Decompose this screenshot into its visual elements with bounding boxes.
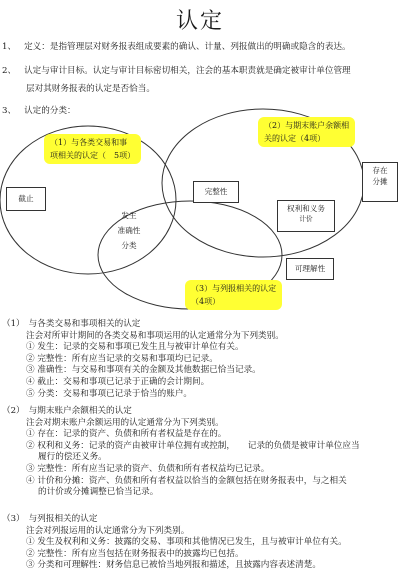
label-line: 发生 [121, 211, 137, 220]
section-lead: 注会对所审计期间的各类交易和事项运用的认定通常分为下列类别。 [26, 330, 284, 341]
label-line: 项相关的认定（ 5项） [50, 151, 136, 160]
box-line: 存在 [372, 166, 388, 175]
intro-text: 定义：是指管理层对财务报表组成要素的确认、计量、列报做出的明确或隐含的表达。 [24, 42, 351, 52]
assertion-item: ③ 准确性：与交易和事项有关的金额及其他数据已恰当记录。 [26, 365, 261, 376]
assertion-item: 的计价或分摊调整已恰当记录。 [38, 487, 159, 498]
section-number: （2） [2, 406, 25, 416]
label-line: 准确性 [117, 226, 141, 235]
label-line: 关的认定（4项） [264, 134, 326, 143]
section-number: （3） [2, 514, 25, 524]
section-heading-row [2, 406, 360, 418]
page-title: 认定 [175, 9, 224, 34]
label-line: （3）与列报相关的认定 [191, 284, 277, 293]
presentation-assertion-label [185, 280, 282, 310]
box-line: 计价 [299, 215, 313, 223]
assertion-item: ③ 完整性：所有应当记录的资产、负债和所有者权益均已记录。 [26, 463, 270, 474]
label-line: 分类 [121, 241, 137, 250]
cutoff-box: 截止 [6, 187, 46, 211]
intro-text: 认定的分类： [24, 106, 76, 116]
assertion-item: ④ 截止：交易和事项已记录于正确的会计期间。 [26, 376, 210, 387]
section-heading: 与期末账户余额相关的认定 [28, 406, 132, 416]
intro-number: 2、 [2, 66, 17, 76]
assertion-item: ① 发生及权利和义务：披露的交易、事项和其他情况已发生，且与被审计单位有关。 [26, 537, 347, 548]
section-balances [2, 406, 360, 499]
assertion-item: ③ 分类和可理解性：财务信息已被恰当地列报和描述，且披露内容表述清楚。 [26, 560, 321, 571]
assertion-item: ② 完整性：所有应当记录的交易和事项均已记录。 [26, 353, 218, 364]
intro-continuation: 层对其财务报表的认定是否恰当。 [26, 84, 155, 94]
balances-assertion-label [258, 117, 355, 147]
assertion-item: ② 完整性：所有应当包括在财务报表中的披露均已包括。 [26, 548, 244, 559]
assertion-item: ① 发生：记录的交易和事项已发生且与被审计单位有关。 [26, 342, 244, 353]
section-transactions [2, 319, 284, 400]
box-line: 权利和义务 [287, 204, 325, 213]
label-line: （1）与各类交易和事 [50, 138, 128, 147]
assertion-item: ④ 计价和分摊：资产、负债和所有者权益以恰当的金额包括在财务报表中，与之相关 [26, 475, 347, 486]
section-heading-row [2, 514, 347, 526]
assertion-item: ⑤ 分类：交易和事项已记录于恰当的账户。 [26, 388, 193, 399]
intro-text: 认定与审计目标。认定与审计目标密切相关，注会的基本职责就是确定被审计单位管理 [24, 66, 351, 76]
section-heading-row [2, 319, 284, 331]
occurrence-accuracy-class-label [106, 210, 152, 252]
label-line: （4项） [191, 297, 221, 306]
transactions-assertion-label [44, 134, 141, 164]
rights-obligations-box [277, 200, 335, 232]
assertion-item: ① 存在：记录的资产、负债和所有者权益是存在的。 [26, 429, 227, 440]
section-presentation [2, 514, 347, 572]
intro-number: 3、 [2, 106, 17, 116]
intro-number: 1、 [2, 42, 17, 52]
label-line: （2）与期末账户余额相 [264, 121, 350, 130]
completeness-box: 完整性 [193, 181, 239, 203]
assertion-item: ② 权利和义务：记录的资产由被审计单位拥有或控制， 记录的负债是被审计单位应当 [26, 440, 360, 451]
assertion-item: 履行的偿还义务。 [38, 452, 107, 463]
existence-box [362, 162, 398, 202]
understandability-box: 可理解性 [286, 258, 334, 280]
section-number: （1） [2, 319, 25, 329]
section-heading: 与列报相关的认定 [28, 514, 98, 524]
box-line: 分摊 [372, 177, 388, 186]
section-lead: 注会对列报运用的认定通常分为下列类别。 [26, 525, 190, 536]
section-lead: 注会对期末账户余额运用的认定通常分为下列类别。 [26, 417, 224, 428]
section-heading: 与各类交易和事项相关的认定 [28, 319, 141, 329]
